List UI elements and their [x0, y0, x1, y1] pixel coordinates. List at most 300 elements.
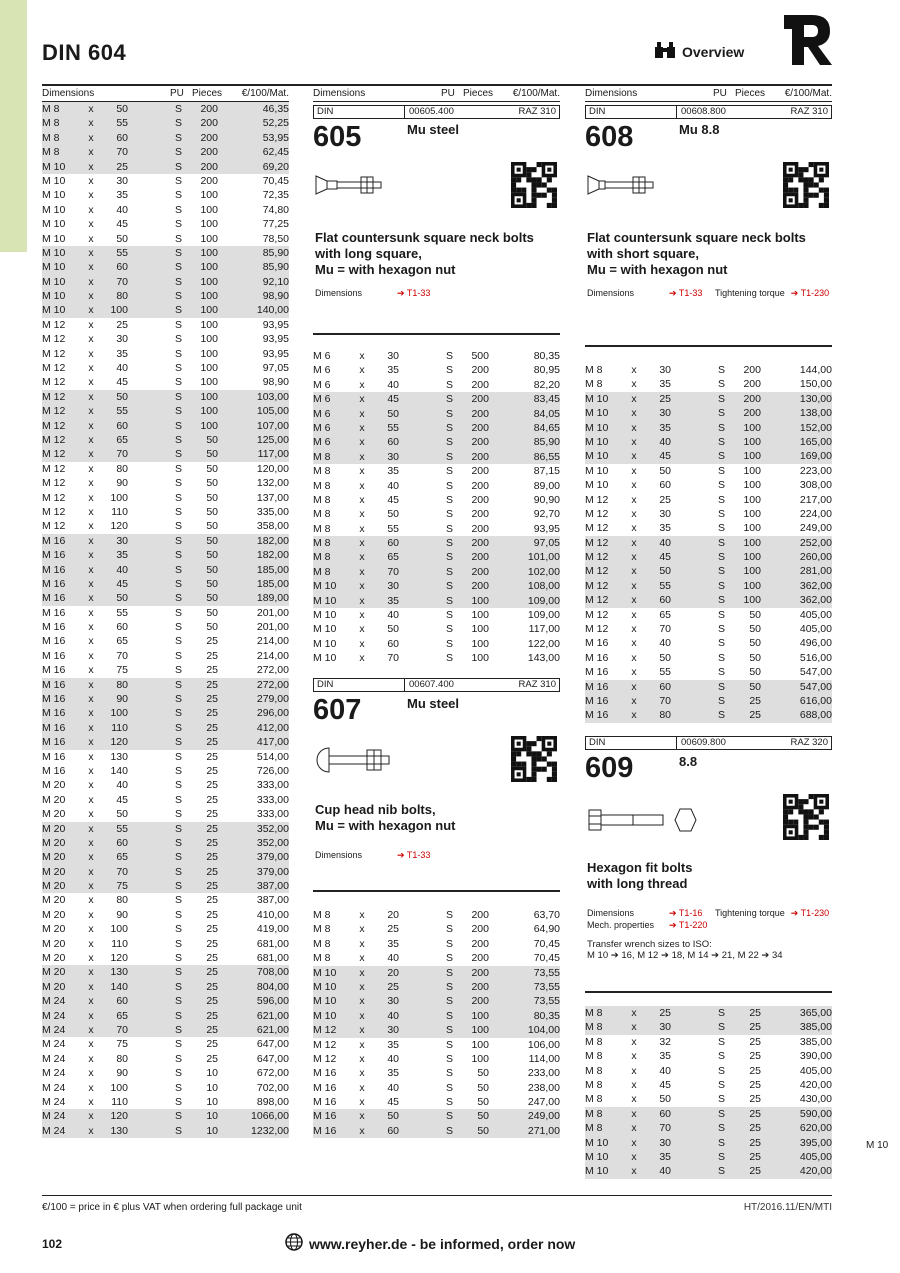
pieces: 100	[200, 218, 218, 231]
thread-size: M 8	[313, 479, 331, 492]
times-sign: x	[359, 364, 365, 377]
table-row	[313, 378, 560, 392]
pu-code: S	[174, 477, 182, 490]
price: 335,00	[256, 505, 289, 518]
thread-size: M 10	[42, 218, 66, 231]
table-row	[585, 680, 832, 694]
times-sign: x	[359, 450, 365, 463]
pieces: 25	[206, 822, 218, 835]
length: 40	[116, 563, 128, 576]
thread-size: M 20	[42, 937, 66, 950]
length: 70	[116, 1024, 128, 1036]
pieces: 200	[471, 923, 489, 936]
length: 60	[116, 995, 128, 1008]
length: 65	[116, 851, 128, 864]
price: 90,90	[533, 493, 560, 506]
pu-code: S	[174, 851, 182, 864]
length: 50	[116, 232, 128, 245]
length: 50	[387, 1110, 399, 1123]
table-row	[585, 1107, 832, 1121]
times-sign: x	[88, 736, 94, 749]
price: 78,50	[262, 232, 289, 245]
table-header	[585, 88, 832, 102]
table-row	[313, 908, 560, 922]
times-sign: x	[359, 594, 365, 607]
table-row	[42, 706, 289, 720]
times-sign: x	[88, 750, 94, 763]
dimensions-link[interactable]: ➔ T1-16	[669, 908, 703, 918]
thread-size: M 20	[42, 880, 66, 893]
pieces: 50	[477, 1110, 489, 1123]
pu-code: S	[174, 693, 182, 706]
table-row	[42, 217, 289, 231]
pu-code: S	[717, 364, 725, 376]
price: 681,00	[256, 937, 289, 950]
times-sign: x	[88, 923, 94, 936]
times-sign: x	[359, 479, 365, 492]
price: 249,00	[799, 522, 832, 535]
table-row	[313, 651, 560, 665]
thread-size: M 12	[42, 347, 66, 360]
pu-code: S	[445, 1096, 453, 1109]
pieces: 50	[477, 1124, 489, 1137]
pu-code: S	[445, 407, 453, 420]
din-label: DIN	[589, 106, 677, 118]
thread-size: M 10	[313, 995, 337, 1008]
thread-size: M 12	[585, 623, 609, 636]
length: 40	[116, 203, 128, 216]
table-row	[313, 951, 560, 965]
table-row	[313, 966, 560, 980]
dimensions-link[interactable]: ➔ T1-33	[669, 288, 703, 298]
length: 55	[659, 666, 671, 679]
table-row	[313, 479, 560, 493]
length: 35	[659, 378, 671, 391]
times-sign: x	[88, 362, 94, 375]
pu-code: S	[717, 1093, 725, 1106]
table-row	[42, 850, 289, 864]
length: 35	[387, 594, 399, 607]
header-pieces: Pieces	[192, 88, 223, 99]
table-row	[42, 505, 289, 519]
table-row	[42, 433, 289, 447]
price: 420,00	[799, 1078, 832, 1091]
qr-code-icon[interactable]	[511, 736, 557, 782]
length: 65	[116, 433, 128, 446]
thread-size: M 8	[585, 1078, 603, 1091]
times-sign: x	[631, 1035, 637, 1048]
price: 308,00	[799, 479, 832, 492]
thread-size: M 24	[42, 1081, 66, 1094]
times-sign: x	[88, 405, 94, 418]
thread-size: M 12	[585, 579, 609, 592]
pu-code: S	[174, 635, 182, 648]
pu-code: S	[174, 347, 182, 360]
price: 185,00	[256, 577, 289, 590]
times-sign: x	[88, 347, 94, 360]
table-row	[42, 951, 289, 965]
price: 117,00	[528, 623, 560, 636]
times-sign: x	[359, 1081, 365, 1094]
pu-code: S	[717, 536, 725, 549]
thread-size: M 16	[42, 534, 66, 547]
pieces: 50	[749, 666, 761, 679]
pu-code: S	[717, 507, 725, 520]
times-sign: x	[631, 637, 637, 650]
thread-size: M 12	[585, 551, 609, 564]
thread-size: M 6	[313, 421, 331, 434]
length: 60	[387, 637, 399, 650]
pu-code: S	[445, 1024, 453, 1037]
dimensions-link[interactable]: ➔ T1-33	[397, 850, 431, 860]
times-sign: x	[359, 407, 365, 420]
times-sign: x	[88, 1009, 94, 1022]
price: 84,05	[533, 407, 560, 420]
table-row	[313, 579, 560, 593]
pieces: 50	[206, 534, 218, 547]
price: 387,00	[256, 880, 289, 893]
pu-code: S	[717, 637, 725, 650]
pieces: 10	[206, 1081, 218, 1094]
qr-code-icon[interactable]	[511, 162, 557, 208]
length: 45	[116, 218, 128, 231]
thread-size: M 16	[42, 635, 66, 648]
thread-size: M 12	[42, 362, 66, 375]
pieces: 200	[471, 565, 489, 578]
length: 35	[659, 421, 671, 434]
times-sign: x	[359, 565, 365, 578]
pu-code: S	[174, 822, 182, 835]
length: 35	[659, 522, 671, 535]
length: 55	[116, 405, 128, 418]
thread-size: M 24	[42, 1009, 66, 1022]
pu-code: S	[174, 232, 182, 245]
table-row	[313, 435, 560, 449]
pieces: 100	[471, 1038, 489, 1051]
thread-size: M 12	[585, 594, 609, 607]
price: 92,10	[262, 275, 289, 288]
pieces: 200	[471, 966, 489, 979]
times-sign: x	[359, 1024, 365, 1037]
length: 50	[659, 651, 671, 664]
table-row	[313, 637, 560, 651]
length: 40	[387, 1052, 399, 1065]
price: 72,35	[262, 189, 289, 202]
price: 93,95	[262, 318, 289, 331]
thread-size: M 20	[42, 908, 66, 921]
table-row	[313, 1052, 560, 1066]
pieces: 25	[749, 694, 761, 707]
length: 35	[116, 347, 128, 360]
pu-code: S	[174, 764, 182, 777]
table-row	[42, 491, 289, 505]
length: 130	[110, 1124, 128, 1137]
url-text: www.reyher.de - be informed, order now	[309, 1235, 576, 1252]
table-row	[42, 692, 289, 706]
price: 114,00	[528, 1052, 560, 1065]
torque-link[interactable]: ➔ T1-230	[790, 908, 830, 918]
thread-size: M 10	[42, 261, 66, 274]
pieces: 50	[206, 563, 218, 576]
document-code: HT/2016.11/EN/MTI	[743, 1202, 832, 1213]
table-row	[585, 493, 832, 507]
length: 60	[659, 594, 671, 607]
price: 46,35	[262, 103, 289, 115]
pieces: 10	[206, 1124, 218, 1137]
times-sign: x	[88, 980, 94, 993]
price: 98,90	[262, 290, 289, 303]
length: 120	[110, 736, 128, 749]
table-row	[42, 404, 289, 418]
table-row	[42, 188, 289, 202]
pieces: 200	[200, 174, 218, 187]
length: 80	[116, 678, 128, 691]
pu-code: S	[717, 1021, 725, 1034]
header-pu: PU	[441, 88, 455, 99]
price: 621,00	[256, 1009, 289, 1022]
table-row	[313, 565, 560, 579]
pu-code: S	[445, 350, 453, 362]
price: 138,00	[799, 407, 832, 420]
price: 395,00	[799, 1136, 832, 1149]
pu-code: S	[717, 522, 725, 535]
thread-size: M 12	[585, 608, 609, 621]
price: 281,00	[799, 565, 832, 578]
table-row	[42, 1081, 289, 1095]
thread-size: M 10	[313, 609, 337, 622]
times-sign: x	[631, 1165, 637, 1178]
price: 62,45	[262, 146, 289, 159]
times-sign: x	[631, 421, 637, 434]
pu-code: S	[174, 103, 182, 115]
thread-size: M 12	[42, 433, 66, 446]
price: 201,00	[256, 621, 289, 634]
pieces: 200	[471, 393, 489, 406]
thread-size: M 12	[42, 318, 66, 331]
length: 40	[387, 952, 399, 965]
times-sign: x	[631, 1150, 637, 1163]
thread-size: M 12	[585, 522, 609, 535]
price: 105,00	[256, 405, 289, 418]
thread-size: M 10	[313, 623, 337, 636]
thread-size: M 8	[313, 952, 331, 965]
pu-code: S	[445, 1009, 453, 1022]
price: 405,00	[799, 1150, 832, 1163]
length: 110	[111, 721, 128, 734]
price: 1232,00	[251, 1124, 289, 1137]
pieces: 50	[477, 1067, 489, 1080]
pieces: 100	[743, 464, 761, 477]
thread-size: M 16	[313, 1081, 337, 1094]
length: 30	[387, 450, 399, 463]
pieces: 100	[200, 246, 218, 259]
times-sign: x	[359, 537, 365, 550]
pu-code: S	[174, 362, 182, 375]
times-sign: x	[631, 1021, 637, 1034]
din-label: DIN	[589, 737, 677, 749]
thread-size: M 6	[313, 393, 331, 406]
times-sign: x	[631, 1093, 637, 1106]
price: 182,00	[256, 534, 289, 547]
pieces: 100	[200, 390, 218, 403]
table-row	[42, 447, 289, 461]
table-row	[42, 980, 289, 994]
pu-code: S	[445, 565, 453, 578]
pieces: 25	[749, 1064, 761, 1077]
pieces: 25	[206, 937, 218, 950]
thread-size: M 20	[42, 894, 66, 907]
times-sign: x	[359, 393, 365, 406]
table-row	[42, 836, 289, 850]
thread-size: M 8	[313, 565, 331, 578]
table-row	[42, 649, 289, 663]
pu-code: S	[174, 1024, 182, 1036]
pieces: 100	[743, 522, 761, 535]
table-row	[42, 764, 289, 778]
pieces: 200	[471, 522, 489, 535]
pu-code: S	[174, 462, 182, 475]
pieces: 25	[206, 750, 218, 763]
pieces: 25	[749, 1136, 761, 1149]
thread-size: M 10	[313, 980, 337, 993]
pieces: 25	[206, 779, 218, 792]
pieces: 50	[749, 651, 761, 664]
thread-size: M 24	[42, 1095, 66, 1108]
pu-code: S	[174, 505, 182, 518]
thread-size: M 16	[313, 1124, 337, 1137]
thread-size: M 8	[585, 1021, 603, 1034]
pieces: 200	[743, 364, 761, 376]
mech-properties-link[interactable]: ➔ T1-220	[669, 920, 708, 930]
qr-code-icon[interactable]	[783, 162, 829, 208]
times-sign: x	[88, 246, 94, 259]
pieces: 200	[471, 493, 489, 506]
pu-code: S	[174, 275, 182, 288]
website-link[interactable]	[285, 1233, 575, 1254]
times-sign: x	[359, 378, 365, 391]
pu-code: S	[174, 390, 182, 403]
price: 249,00	[527, 1110, 560, 1123]
pu-code: S	[445, 537, 453, 550]
price: 150,00	[799, 378, 832, 391]
thread-size: M 16	[585, 637, 609, 650]
pu-code: S	[174, 649, 182, 662]
price: 93,95	[262, 347, 289, 360]
price: 362,00	[799, 594, 832, 607]
price: 214,00	[256, 635, 289, 648]
length: 50	[659, 565, 671, 578]
pu-code: S	[174, 290, 182, 303]
thread-size: M 10	[42, 304, 66, 317]
pu-code: S	[445, 623, 453, 636]
thread-size: M 10	[585, 464, 609, 477]
thread-size: M 6	[313, 350, 331, 362]
times-sign: x	[88, 894, 94, 907]
pieces: 200	[471, 980, 489, 993]
length: 40	[116, 779, 128, 792]
pieces: 100	[200, 405, 218, 418]
pieces: 25	[206, 764, 218, 777]
pieces: 25	[206, 1038, 218, 1051]
thread-size: M 10	[42, 290, 66, 303]
thread-size: M 16	[42, 707, 66, 720]
times-sign: x	[359, 350, 365, 362]
pieces: 100	[200, 347, 218, 360]
thread-size: M 12	[585, 536, 609, 549]
thread-size: M 20	[42, 851, 66, 864]
thread-size: M 12	[42, 448, 66, 461]
times-sign: x	[88, 189, 94, 202]
pu-code: S	[174, 549, 182, 562]
pieces: 25	[206, 793, 218, 806]
pieces: 25	[206, 980, 218, 993]
qr-code-icon[interactable]	[783, 794, 829, 840]
times-sign: x	[631, 709, 637, 722]
table-row	[585, 1049, 832, 1063]
order-number: 00609.800	[681, 737, 726, 748]
times-sign: x	[631, 1122, 637, 1135]
description: Flat countersunk square neck bolts with long square, Mu = with hexagon nut Dimensions ➔ T1-33	[315, 230, 534, 298]
pieces: 50	[206, 433, 218, 446]
price: 74,80	[262, 203, 289, 216]
thread-size: M 24	[42, 1024, 66, 1036]
price: 120,00	[256, 462, 289, 475]
pieces: 25	[749, 1150, 761, 1163]
thread-size: M 12	[42, 520, 66, 533]
table-row	[313, 536, 560, 550]
pu-code: S	[445, 580, 453, 593]
price: 616,00	[799, 694, 832, 707]
dimensions-link[interactable]: ➔ T1-33	[397, 288, 431, 298]
table-row	[42, 893, 289, 907]
price: 1066,00	[251, 1110, 289, 1123]
pieces: 25	[206, 693, 218, 706]
binoculars-icon	[654, 42, 676, 61]
price: 80,95	[533, 364, 560, 377]
price: 672,00	[256, 1067, 289, 1080]
times-sign: x	[88, 433, 94, 446]
length: 20	[387, 966, 399, 979]
length: 60	[387, 436, 399, 449]
times-sign: x	[88, 822, 94, 835]
times-sign: x	[88, 1052, 94, 1065]
times-sign: x	[359, 508, 365, 521]
pieces: 25	[206, 721, 218, 734]
pu-code: S	[174, 405, 182, 418]
price: 387,00	[256, 894, 289, 907]
length: 60	[116, 621, 128, 634]
pieces: 100	[200, 189, 218, 202]
thread-size: M 20	[42, 952, 66, 965]
pu-code: S	[174, 923, 182, 936]
thread-size: M 12	[585, 565, 609, 578]
pu-code: S	[174, 318, 182, 331]
din-bar	[585, 736, 832, 750]
pieces: 50	[749, 608, 761, 621]
torque-link[interactable]: ➔ T1-230	[790, 288, 830, 298]
times-sign: x	[359, 1067, 365, 1080]
pu-code: S	[445, 952, 453, 965]
overview-link[interactable]	[654, 42, 744, 61]
price: 85,90	[262, 246, 289, 259]
pu-code: S	[174, 995, 182, 1008]
times-sign: x	[88, 606, 94, 619]
price: 681,00	[256, 952, 289, 965]
thread-size: M 8	[313, 923, 331, 936]
length: 55	[116, 246, 128, 259]
pieces: 100	[743, 536, 761, 549]
product-607	[313, 678, 560, 1137]
